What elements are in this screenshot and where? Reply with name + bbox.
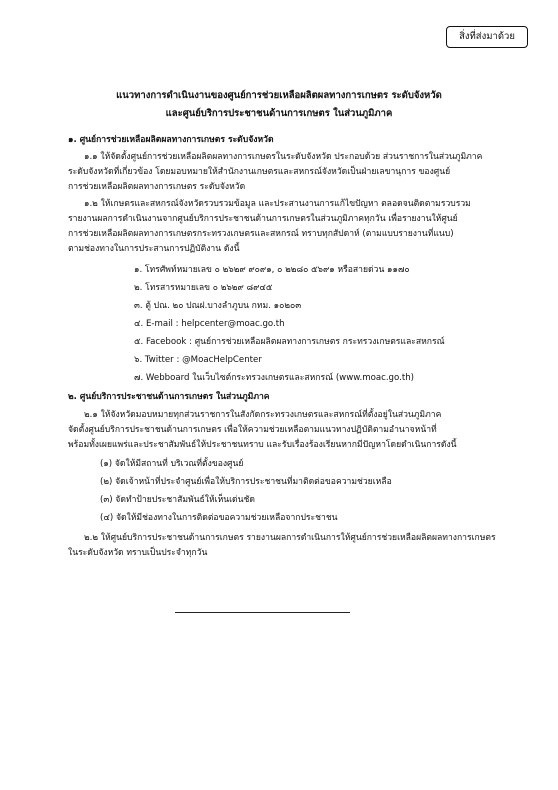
section-1-heading: ๑. ศูนย์การช่วยเหลือผลิตผลทางการเกษตร ระดับจังหวัด bbox=[68, 135, 274, 145]
channel-item: ๒. โทรสารหมายเลข ๐ ๒๖๒๙ ๘๙๔๕ bbox=[134, 283, 273, 293]
paragraph-1-2-line: รายงานผลการดำเนินงานจากศูนย์บริการประชาชนด้านการเกษตรในส่วนภูมิภาคทุกวัน เพื่อรายงานให้ศูนย์ bbox=[68, 214, 458, 224]
section-2-heading: ๒. ศูนย์บริการประชาชนด้านการเกษตร ในส่วนภูมิภาค bbox=[68, 392, 270, 402]
paragraph-1-1-line: การช่วยเหลือผลิตผลทางการเกษตร ระดับจังหวัด bbox=[68, 182, 246, 192]
paragraph-2-1-line: ๒.๑ ให้จังหวัดมอบหมายทุกส่วนราชการในสังกัดกระทรวงเกษตรและสหกรณ์ที่ตั้งอยู่ในส่วนภูมิภาค bbox=[84, 410, 442, 420]
paragraph-1-2-line: การช่วยเหลือผลิตผลทางการเกษตรกระทรวงเกษตรและสหกรณ์ ทราบทุกสัปดาห์ (ตามแบบรายงานที่แนบ) bbox=[68, 229, 454, 239]
paragraph-1-1-line: ระดับจังหวัดที่เกี่ยวข้อง โดยมอบหมายให้สำนักงานเกษตรและสหกรณ์จังหวัดเป็นฝ่ายเลขานุการ ของศูนย์ bbox=[68, 167, 451, 177]
paragraph-2-1-line: จัดตั้งศูนย์บริการประชาชนด้านการเกษตร เพื่อให้ความช่วยเหลือตามแนวทางปฏิบัติตามอำนาจหน้าที่ bbox=[68, 425, 437, 435]
step-item: (๓) จัดทำป้ายประชาสัมพันธ์ให้เห็นเด่นชัด bbox=[100, 495, 255, 505]
channel-item: ๗. Webboard ในเว็บไซต์กระทรวงเกษตรและสหกรณ์ (www.moac.go.th) bbox=[134, 373, 415, 383]
paragraph-2-2-line: ๒.๒ ให้ศูนย์บริการประชาชนด้านการเกษตร รายงานผลการดำเนินการให้ศูนย์การช่วยเหลือผลิตผลทางการเกษตร bbox=[84, 533, 496, 543]
step-item: (๒) จัดเจ้าหน้าที่ประจำศูนย์เพื่อให้บริการประชาชนที่มาติดต่อขอความช่วยเหลือ bbox=[100, 477, 392, 487]
channel-item: ๓. ตู้ ปณ. ๒๐ ปณฝ.บางลำภูบน กทม. ๑๐๒๐๓ bbox=[134, 301, 302, 311]
paragraph-1-1-line: ๑.๑ ให้จัดตั้งศูนย์การช่วยเหลือผลิตผลทางการเกษตรในระดับจังหวัด ประกอบด้วย ส่วนราชการในส่วนภูมิภาค bbox=[84, 152, 483, 162]
paragraph-2-1-line: พร้อมทั้งเผยแพร่และประชาสัมพันธ์ให้ประชาชนทราบ และรับเรื่องร้องเรียนหากมีปัญหาโดยดำเนินการดังนี้ bbox=[68, 440, 457, 450]
enclosure-badge: สิ่งที่ส่งมาด้วย bbox=[446, 26, 528, 48]
step-item: (๑) จัดให้มีสถานที่ บริเวณที่ตั้งของศูนย์ bbox=[100, 459, 244, 469]
channel-item: ๔. E-mail : helpcenter@moac.go.th bbox=[134, 319, 285, 329]
channel-item: ๖. Twitter : @MoacHelpCenter bbox=[134, 355, 262, 365]
step-item: (๔) จัดให้มีช่องทางในการติดต่อขอความช่วยเหลือจากประชาชน bbox=[100, 513, 338, 523]
document-title-line-1: แนวทางการดำเนินงานของศูนย์การช่วยเหลือผลิตผลทางการเกษตร ระดับจังหวัด bbox=[116, 90, 442, 101]
channel-item: ๑. โทรศัพท์หมายเลข ๐ ๒๖๒๙ ๙๐๙๑, ๐ ๒๒๘๐ ๕๖๙๑ หรือสายด่วน ๑๑๗๐ bbox=[134, 265, 410, 275]
channel-item: ๕. Facebook : ศูนย์การช่วยเหลือผลิตผลทางการเกษตร กระทรวงเกษตรและสหกรณ์ bbox=[134, 337, 445, 347]
document-title-line-2: และศูนย์บริการประชาชนด้านการเกษตร ในส่วนภูมิภาค bbox=[165, 108, 393, 119]
paragraph-1-2-line: ตามช่องทางในการประสานการปฏิบัติงาน ดังนี้ bbox=[68, 244, 240, 254]
paragraph-2-2-line: ในระดับจังหวัด ทราบเป็นประจำทุกวัน bbox=[68, 548, 208, 558]
separator-line bbox=[175, 612, 350, 613]
paragraph-1-2-line: ๑.๒ ให้เกษตรและสหกรณ์จังหวัดรวบรวมข้อมูล และประสานงานการแก้ไขปัญหา ตลอดจนติดตามรวบรวม bbox=[84, 199, 471, 209]
